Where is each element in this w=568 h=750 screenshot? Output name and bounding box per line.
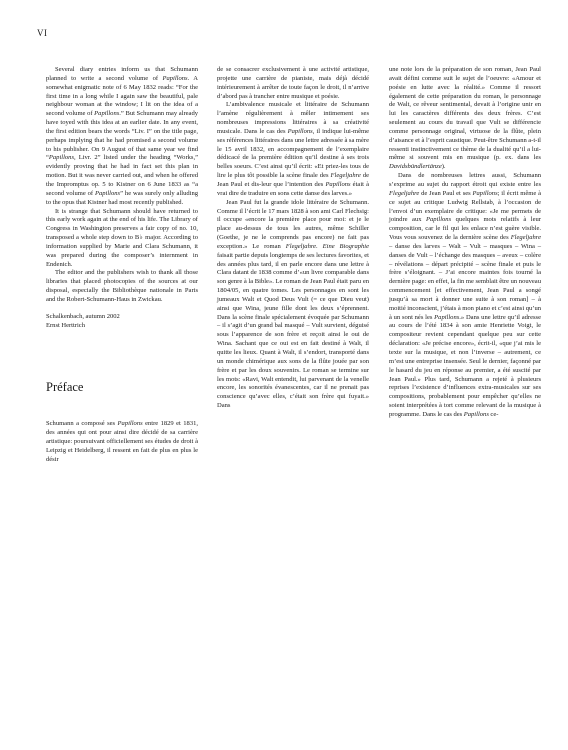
paragraph: Schumann a composé ses Papillons entre 1829 et 1831, des années qui ont pour ainsi dire décidé de sa carrière artistique: poursuivant officiellement ses études de droit à Leipzig et Heidelberg, il ressent en fait de plus en plus le désir: [46, 420, 199, 463]
section-heading: Préface: [46, 380, 84, 395]
paragraph: de se consacrer exclusivement à une activité artistique, projette une carrière de pianiste, mais déjà décidé intérieurement à arrêter de toute façon le droit, il n’arrive d’abord pas à trancher entre musique et poésie.: [217, 66, 369, 100]
paragraph: Dans de nombreuses lettres aussi, Schumann s’exprime au sujet du rapport étroit qui existe entre les Flegeljahre de Jean Paul et ses Papillons; il écrit même à ce sujet au critique Ludwig Rellstab, à l’occasion de l’envoi d’un exemplaire de critique: «Je me permets de joindre aux Papillons quelques mots relatifs à leur composition, car le fil qui les enlace n’est guère visible. Vous vous souvenez de la dernière scène des Flegeljahre – danse des larves – Walt – Vult – masques – Wina – danses de Vult – l’échange des masques – aveux – colère – révélations – départ précipité – scène finale et puis le frère s’éloignant. – J’ai encore maintes fois tourné la dernière page: en effet, la fin me semblait être un nouveau commencement [et effectivement, Jean Paul a songé jusqu’à sa mort à donner une suite à son roman] – à moitié inconscient, j’étais à mon piano et c’est ainsi qu’un à un sont nés les Papillons.» Dans une lettre qu’il adresse au cours de l’été 1834 à son amie Henriette Voigt, le compositeur revient cependant quelque peu sur cette déclaration: «Je précise encore», écrit-il, «que j’ai mis le texte sur la musique, et non l’inverse – autrement, ce m’est une entreprise insensée. Seul le dernier, façonné par le hasard du jeu en réponse au premier, a été suscité par Jean Paul.» Plus tard, Schumann a rejeté à plusieurs reprises l’existence d’influences extra-musicales sur ses compositions, probablement pour empêcher qu’elles ne soient interprétées à tort comme relevant de la musique à programme. Dans le cas des Papillons ce-: [389, 172, 541, 418]
signature-line: Schalkenbach, autumn 2002: [46, 312, 120, 320]
paragraph: L’ambivalence musicale et littéraire de Schumann l’amène régulièrement à mêler intimement ses nombreuses impressions littéraires à sa créativité musicale. Dans le cas des Papillons, il indique lui-même ses références littéraires dans une lettre adressée à sa mère le 15 avril 1832, en accompagnement de l’exemplaire dédicacé de la première édition qu’il destine à ses trois belles soeurs. C’est ainsi qu’il écrit: «Et priez-les tous de lire le plus tôt possible la scène finale des Flegeljahre de Jean Paul et dis-leur que l’intention des Papillons était à vrai dire de traduire en sons cette danse des larves.»: [217, 101, 369, 197]
paragraph: The editor and the publishers wish to thank all those libraries that placed photocopies of the sources at our disposal, especially the Bibliothèque nationale in Paris and the Robert-Schumann-Haus in Zwickau.: [46, 269, 198, 303]
text-column-2: [217, 66, 369, 411]
paragraph: une note lors de la préparation de son roman, Jean Paul avait défini comme suit le sujet de l’oeuvre: «Amour et poésie en lutte avec la réalité.» Comme il ressort également de cette préparation du roman, le personnage de Walt, ce rêveur sentimental, devait à l’origine unir en lui les caractères différents des deux frères. C’est seulement au cours du travail que Vult se différencie comme personnage original, virtuose de la flûte, plein d’aisance et à l’esprit caustique. Peut-être Schumann a-t-il ressenti instinctivement ce thème de la dualité qu’il a lui-même si souvent mis en musique (p. ex. dans les Davidsbündlertänze).: [389, 66, 542, 171]
paragraph: Jean Paul fut la grande idole littéraire de Schumann. Comme il l’écrit le 17 mars 1828 à son ami Carl Flechsig: il occupe «encore la première place pour moi: et je le place au-dessus de tous les autres, même Schiller (Goethe, je ne le comprends pas encore) ne fait pas exception.» Le roman Flegeljahre. Eine Biographie faisait partie depuis longtemps de ses lectures favorites, et des années plus tard, il en parle encore dans une lettre à Clara datant de 1838 comme d’«un livre comparable dans son genre à la Bible». Le roman de Jean Paul était paru en 1804/05, en quatre tomes. Les personnages en sont les jumeaux Walt et Quod Deus Vult (= ce que Dieu veut) ainsi que Wina, jeune fille dont les deux s’éprennent. Dans la scène finale spécialement évoquée par Schumann – il s’agit d’un grand bal masqué – Vult survient, déguisé sous l’apparence de son frère et reçoit ainsi le oui de Wina. Sachant que ce oui est en fait destiné à Walt, il quitte les lieux. Quant à Walt, il s’endort, transporté dans un monde chimérique aux sons de la flûte jouée par son frère et par les doux souvenirs. Le roman se termine sur les mots: «Ravi, Walt entendit, lui parvenant de la venelle encore, les sonorités évanescentes, car il ne prenait pas conscience qu’avec elles, c’était son frère qui fuyait.» Dans: [217, 198, 369, 410]
signature-line: Ernst Herttrich: [46, 321, 85, 329]
page-number: VI: [37, 28, 48, 38]
text-column-1: [46, 66, 198, 465]
paragraph: It is strange that Schumann should have returned to this early work again at the end of his life. The Library of Congress in Washington preserves a fair copy of no. 10, transposed a whole step down to B♭ major. According to information supplied by Marie and Clara Schumann, it was prepared during the composer’s internment in Endenich.: [46, 207, 198, 268]
paragraph: Several diary entries inform us that Schumann planned to write a second volume of Papillons. A somewhat enigmatic note of 6 May 1832 reads: “For the first time in a long while I again saw the beautiful, pale neighbour woman at the window; I lit on the idea of a second volume of Papillons.” But Schumann may already have toyed with this idea at an earlier date. In any event, the first edition bears the words “Liv. I” on the title page, perhaps implying that he had promised a second volume to his publisher. On 9 August of that same year we find “Papillons, Livr. 2” listed under the heading “Works,” evidently proving that he had in fact set this plan in motion. But it was never carried out, and when he offered the Impromptus op. 5 to Kistner on 6 June 1833 as “a second volume of Papillons” he was surely only alluding to the opus that Kistner had most recently published.: [46, 66, 199, 206]
text-column-3: [389, 66, 541, 420]
